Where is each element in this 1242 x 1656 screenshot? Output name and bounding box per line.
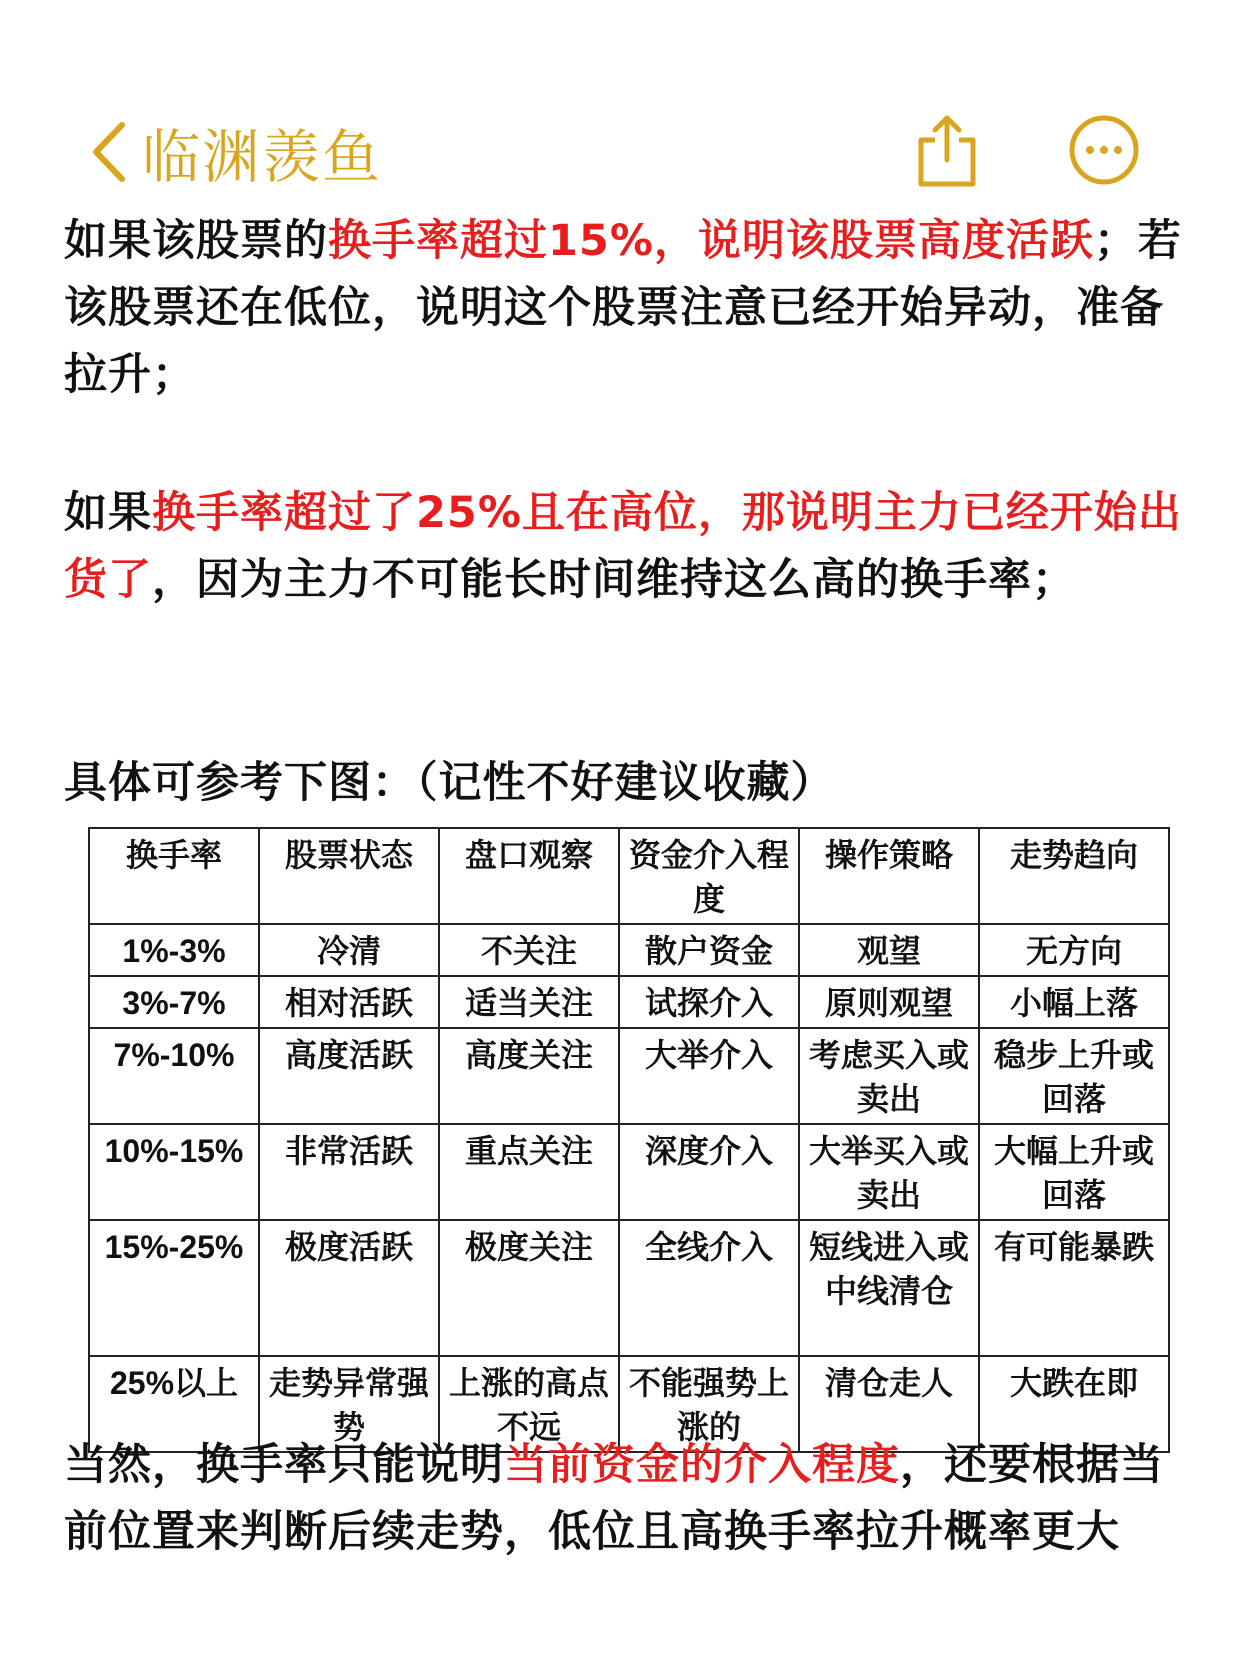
table-cell: 极度关注 [439,1220,619,1356]
table-cell: 7%-10% [89,1028,259,1124]
paragraph-very-high-turnover [64,480,1194,614]
back-title: 临渊羡鱼 [142,123,383,191]
header-turnover-rate: 换手率 [89,828,259,924]
table-cell: 非常活跃 [259,1124,439,1220]
table-cell: 冷清 [259,924,439,976]
highlight-text: 换手率超过了25%且在高位，那说明主力已经开始出货了 [64,488,1182,605]
paragraph-text: 具体可参考下图：（记性不好建议收藏） [64,758,835,808]
table-header-row [89,828,1169,924]
table-cell: 稳步上升或回落 [979,1028,1169,1124]
table-cell: 大幅上升或回落 [979,1124,1169,1220]
highlight-text: 当前资金的介入程度 [504,1440,900,1490]
paragraph-conclusion [64,1432,1194,1566]
table-row [89,1124,1169,1220]
table-cell: 深度介入 [619,1124,799,1220]
header-trend: 走势趋向 [979,828,1169,924]
table-cell: 有可能暴跌 [979,1220,1169,1356]
table-cell: 高度关注 [439,1028,619,1124]
table-cell: 重点关注 [439,1124,619,1220]
table-cell: 大跌在即 [979,1356,1169,1452]
header-capital-involvement: 资金介入程度 [619,828,799,924]
table-row [89,1028,1169,1124]
table-cell: 原则观望 [799,976,979,1028]
table-cell: 相对活跃 [259,976,439,1028]
table-cell: 1%-3% [89,924,259,976]
table-cell: 大举介入 [619,1028,799,1124]
table-cell: 观望 [799,924,979,976]
table-cell: 极度活跃 [259,1220,439,1356]
header-strategy: 操作策略 [799,828,979,924]
table-row [89,976,1169,1028]
paragraph-text: 当然，换手率只能说明 [64,1440,504,1490]
paragraph-text: ，因为主力不可能长时间维持这么高的换手率； [152,555,1076,605]
table-cell: 试探介入 [619,976,799,1028]
table-cell: 不关注 [439,924,619,976]
table-cell: 散户资金 [619,924,799,976]
table-cell: 上涨的高点不远 [439,1356,619,1452]
table-cell: 全线介入 [619,1220,799,1356]
back-button[interactable] [88,112,382,192]
table-cell: 清仓走人 [799,1356,979,1452]
turnover-table [88,827,1170,1453]
table-cell: 小幅上落 [979,976,1169,1028]
table-row [89,924,1169,976]
table-cell: 考虑买入或卖出 [799,1028,979,1124]
table-cell: 不能强势上涨的 [619,1356,799,1452]
table-cell: 25%以上 [89,1356,259,1452]
paragraph-text: 如果该股票的 [64,216,328,266]
paragraph-high-turnover [64,208,1194,409]
paragraph-table-intro [64,750,1194,817]
share-icon[interactable] [915,114,979,188]
table-cell: 适当关注 [439,976,619,1028]
paragraph-text: ；若该股票还在低位，说明这个股票注意已经开始异动，准备拉升； [64,216,1182,400]
table-cell: 15%-25% [89,1220,259,1356]
chevron-left-icon [88,119,130,185]
table-cell: 短线进入或中线清仓 [799,1220,979,1356]
table-cell: 10%-15% [89,1124,259,1220]
header-stock-state: 股票状态 [259,828,439,924]
table-cell: 3%-7% [89,976,259,1028]
table-cell: 大举买入或卖出 [799,1124,979,1220]
paragraph-text: ，还要根据当前位置来判断后续走势，低位且高换手率拉升概率更大 [64,1440,1164,1557]
table-cell: 走势异常强势 [259,1356,439,1452]
highlight-text: 换手率超过15%，说明该股票高度活跃 [328,216,1094,266]
navigation-bar [0,100,1242,210]
paragraph-text: 如果 [64,488,152,538]
table-cell: 高度活跃 [259,1028,439,1124]
more-icon[interactable] [1068,114,1140,186]
table-row [89,1220,1169,1356]
header-order-book: 盘口观察 [439,828,619,924]
table-cell: 无方向 [979,924,1169,976]
